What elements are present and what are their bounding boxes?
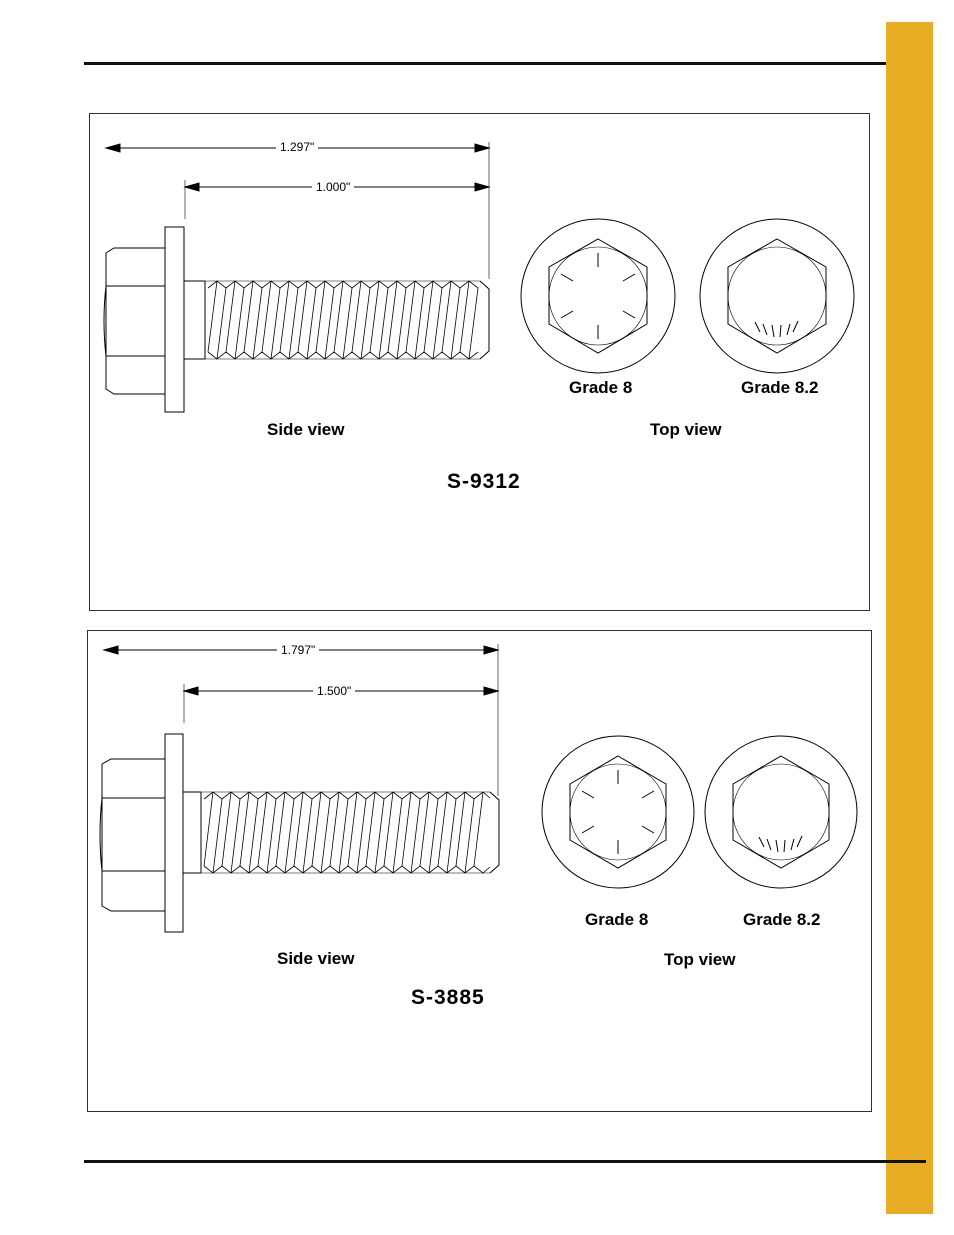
bolt-panel-s3885	[87, 630, 872, 1112]
grade-8-2-label: Grade 8.2	[741, 378, 819, 397]
overall-length-label: 1.297"	[276, 140, 318, 154]
thread-length-label: 1.000"	[312, 180, 354, 194]
part-number: S-3885	[411, 986, 485, 1009]
top-view-label: Top view	[664, 950, 736, 969]
thread-length-label: 1.500"	[313, 684, 355, 698]
grade-8-label: Grade 8	[585, 910, 649, 929]
bolt-drawing-s3885	[88, 631, 873, 1113]
side-view-label: Side view	[267, 420, 345, 439]
bolt-panel-s9312	[89, 113, 870, 611]
grade-8-2-label: Grade 8.2	[743, 910, 821, 929]
part-number: S-9312	[447, 470, 521, 493]
footer-rule	[84, 1160, 926, 1163]
bolt-drawing-s9312	[90, 114, 871, 612]
grade-8-label: Grade 8	[569, 378, 633, 397]
top-view-label: Top view	[650, 420, 722, 439]
overall-length-label: 1.797"	[277, 643, 319, 657]
section-tab	[886, 22, 933, 1214]
side-view-label: Side view	[277, 949, 355, 968]
header-rule	[84, 62, 926, 65]
